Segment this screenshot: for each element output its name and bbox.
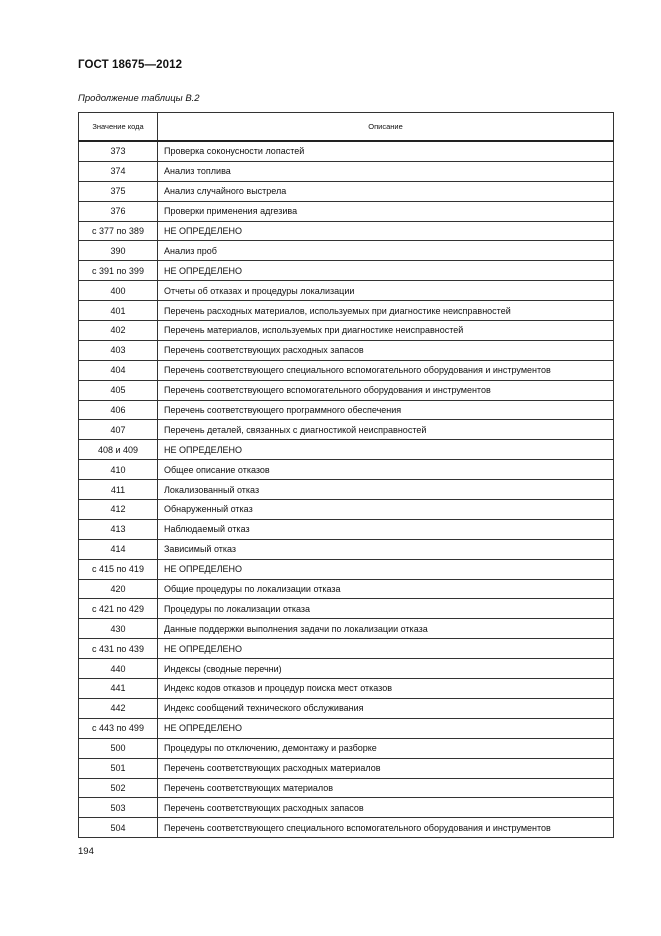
table-row: [79, 818, 614, 838]
code-cell: с 415 по 419: [79, 559, 158, 579]
code-cell: 374: [79, 161, 158, 181]
code-cell: с 421 по 429: [79, 599, 158, 619]
table-row: [79, 698, 614, 718]
table-row: [79, 539, 614, 559]
table-row: [79, 579, 614, 599]
description-cell: Перечень соответствующего вспомогательного оборудования и инструментов: [158, 380, 614, 400]
table-row: [79, 241, 614, 261]
document-title: ГОСТ 18675—2012: [78, 59, 183, 71]
table-row: [79, 400, 614, 420]
description-cell: НЕ ОПРЕДЕЛЕНО: [158, 559, 614, 579]
description-cell: Общие процедуры по локализации отказа: [158, 579, 614, 599]
description-cell: Индексы (сводные перечни): [158, 659, 614, 679]
table-row: [79, 321, 614, 341]
table-row: [79, 679, 614, 699]
table-row: [79, 161, 614, 181]
code-cell: с 443 по 499: [79, 718, 158, 738]
code-cell: 400: [79, 281, 158, 301]
table-row: [79, 559, 614, 579]
code-cell: 504: [79, 818, 158, 838]
description-cell: НЕ ОПРЕДЕЛЕНО: [158, 261, 614, 281]
description-cell: Общее описание отказов: [158, 460, 614, 480]
description-cell: Обнаруженный отказ: [158, 500, 614, 520]
code-cell: 442: [79, 698, 158, 718]
description-cell: НЕ ОПРЕДЕЛЕНО: [158, 440, 614, 460]
description-cell: Перечень соответствующего специального вспомогательного оборудования и инструментов: [158, 360, 614, 380]
code-cell: 430: [79, 619, 158, 639]
description-cell: Локализованный отказ: [158, 480, 614, 500]
description-cell: НЕ ОПРЕДЕЛЕНО: [158, 639, 614, 659]
description-cell: Анализ топлива: [158, 161, 614, 181]
table-caption: Продолжение таблицы В.2: [78, 93, 200, 104]
description-cell: Индекс сообщений технического обслуживания: [158, 698, 614, 718]
code-cell: 414: [79, 539, 158, 559]
table-row: [79, 778, 614, 798]
code-cell: 413: [79, 519, 158, 539]
table-row: [79, 519, 614, 539]
description-cell: Проверка соконусности лопастей: [158, 141, 614, 161]
description-cell: Индекс кодов отказов и процедур поиска мест отказов: [158, 679, 614, 699]
code-cell: 405: [79, 380, 158, 400]
table-body: [79, 141, 614, 838]
code-cell: 406: [79, 400, 158, 420]
description-cell: Перечень соответствующих расходных запасов: [158, 340, 614, 360]
code-cell: 502: [79, 778, 158, 798]
description-cell: Данные поддержки выполнения задачи по локализации отказа: [158, 619, 614, 639]
description-cell: Перечень соответствующих расходных материалов: [158, 758, 614, 778]
codes-table: [78, 112, 614, 838]
description-cell: Зависимый отказ: [158, 539, 614, 559]
table-header-row: [79, 113, 614, 142]
table-row: [79, 261, 614, 281]
description-cell: Перечень материалов, используемых при диагностике неисправностей: [158, 321, 614, 341]
description-cell: Анализ проб: [158, 241, 614, 261]
code-cell: 373: [79, 141, 158, 161]
description-cell: Проверки применения адгезива: [158, 201, 614, 221]
description-cell: Отчеты об отказах и процедуры локализации: [158, 281, 614, 301]
table-row: [79, 659, 614, 679]
description-cell: Наблюдаемый отказ: [158, 519, 614, 539]
code-cell: 375: [79, 181, 158, 201]
table-row: [79, 301, 614, 321]
table-row: [79, 798, 614, 818]
code-cell: 402: [79, 321, 158, 341]
code-cell: 408 и 409: [79, 440, 158, 460]
table-row: [79, 141, 614, 161]
code-cell: 412: [79, 500, 158, 520]
table-row: [79, 460, 614, 480]
code-cell: 441: [79, 679, 158, 699]
code-cell: 503: [79, 798, 158, 818]
code-cell: 411: [79, 480, 158, 500]
table-row: [79, 599, 614, 619]
description-cell: Перечень соответствующих материалов: [158, 778, 614, 798]
code-cell: 440: [79, 659, 158, 679]
code-cell: 407: [79, 420, 158, 440]
code-cell: 404: [79, 360, 158, 380]
table-row: [79, 201, 614, 221]
table-row: [79, 440, 614, 460]
description-cell: Перечень соответствующих расходных запасов: [158, 798, 614, 818]
table-row: [79, 500, 614, 520]
code-cell: с 391 по 399: [79, 261, 158, 281]
description-cell: Процедуры по отключению, демонтажу и разборке: [158, 738, 614, 758]
description-cell: Перечень соответствующего специального вспомогательного оборудования и инструментов: [158, 818, 614, 838]
description-cell: Анализ случайного выстрела: [158, 181, 614, 201]
code-cell: с 431 по 439: [79, 639, 158, 659]
code-cell: 410: [79, 460, 158, 480]
table-row: [79, 480, 614, 500]
table-row: [79, 360, 614, 380]
table-row: [79, 181, 614, 201]
description-cell: Перечень деталей, связанных с диагностикой неисправностей: [158, 420, 614, 440]
table-row: [79, 221, 614, 241]
description-cell: Перечень расходных материалов, используемых при диагностике неисправностей: [158, 301, 614, 321]
code-cell: 420: [79, 579, 158, 599]
table-row: [79, 758, 614, 778]
table-row: [79, 738, 614, 758]
table-row: [79, 639, 614, 659]
code-cell: 376: [79, 201, 158, 221]
description-cell: НЕ ОПРЕДЕЛЕНО: [158, 221, 614, 241]
code-cell: с 377 по 389: [79, 221, 158, 241]
code-cell: 500: [79, 738, 158, 758]
column-header-description: Описание: [158, 113, 614, 142]
description-cell: НЕ ОПРЕДЕЛЕНО: [158, 718, 614, 738]
code-cell: 401: [79, 301, 158, 321]
table-row: [79, 281, 614, 301]
page-number: 194: [78, 846, 94, 857]
description-cell: Процедуры по локализации отказа: [158, 599, 614, 619]
code-cell: 403: [79, 340, 158, 360]
table-row: [79, 420, 614, 440]
table-row: [79, 718, 614, 738]
description-cell: Перечень соответствующего программного обеспечения: [158, 400, 614, 420]
table-row: [79, 619, 614, 639]
table-row: [79, 340, 614, 360]
code-cell: 501: [79, 758, 158, 778]
table-row: [79, 380, 614, 400]
code-cell: 390: [79, 241, 158, 261]
column-header-code: Значение кода: [79, 113, 158, 142]
